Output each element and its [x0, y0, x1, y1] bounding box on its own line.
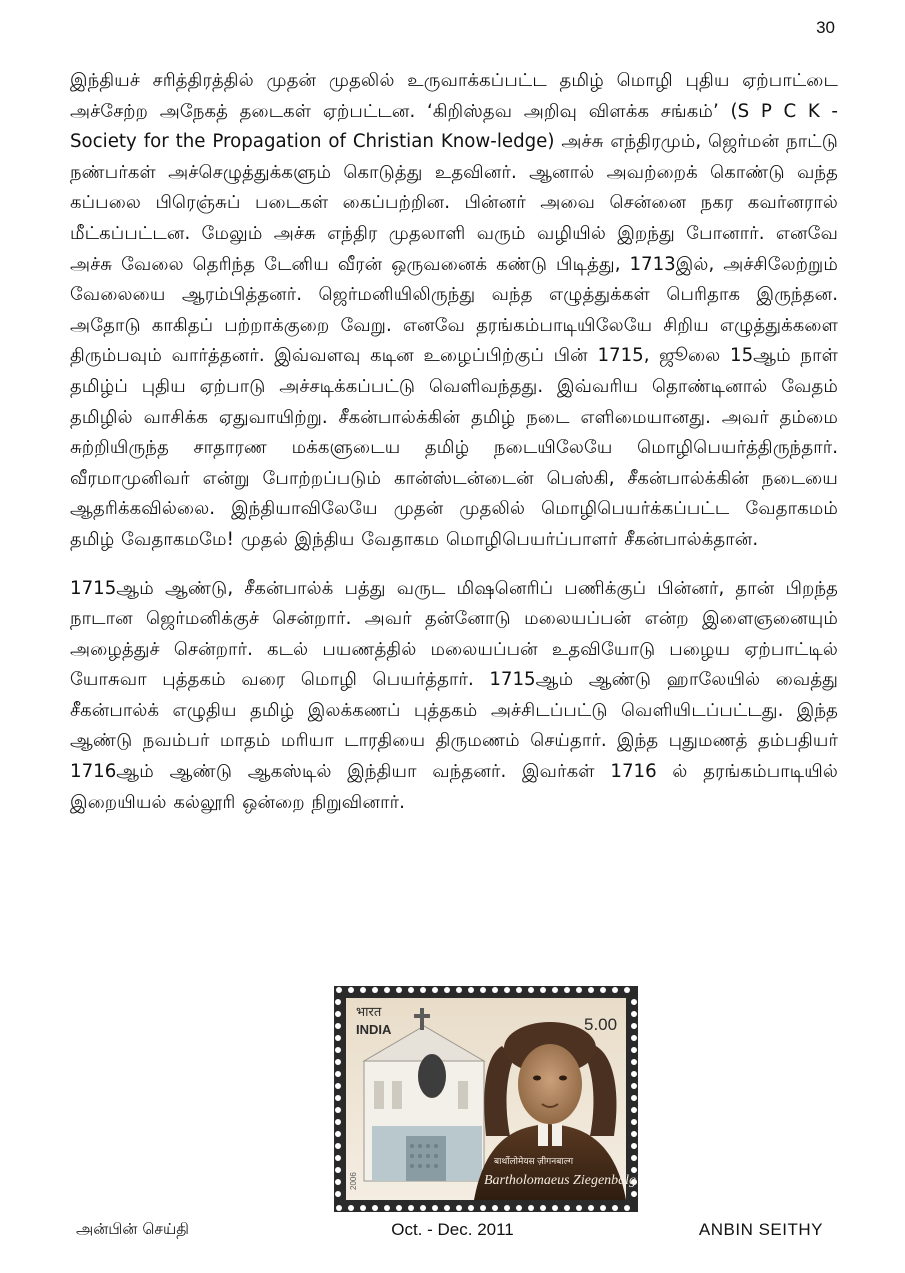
paragraph-1: இந்தியச் சரித்திரத்தில் முதன் முதலில் உருவாக்கப்பட்ட தமிழ் மொழி புதிய ஏற்பாட்டை அச்சேற்ற அநேகத் தடைகள் ஏற்பட்டன. ‘கிறிஸ்தவ அறிவு விளக்க சங்கம்’ (S P C K - Society for the Propagation of Christian Know-ledge) அச்சு எந்திரமும், ஜெர்மன் நாட்டு நண்பர்கள் அச்செழுத்துக்களும் கொடுத்து உதவினர். ஆனால் அவற்றைக் கொண்டு வந்த கப்பலை பிரெஞ்சுப் படைகள் கைப்பற்றின. பின்னர் அவை சென்னை நகர கவர்னரால் மீட்கப்பட்டன. மேலும் அச்சு எந்திர முதலாளி வரும் வழியில் இறந்து போனார். எனவே அச்சு வேலை தெரிந்த டேனிய வீரன் ஒருவனைக் கண்டு பிடித்து, 1713இல், அச்சிலேற்றும் வேலையை ஆரம்பித்தனர். ஜெர்மனியிலிருந்து வந்த எழுத்துக்கள் பெரிதாக இருந்தன. அதோடு காகிதப் பற்றாக்குறை வேறு. எனவே தரங்கம்பாடியிலேயே சிறிய எழுத்துக்களை திரும்பவும் வார்த்தனர். இவ்வளவு கடின உழைப்பிற்குப் பின் 1715, ஜூலை 15ஆம் நாள் தமிழ்ப் புதிய ஏற்பாடு அச்சடிக்கப்பட்டு வெளிவந்தது. இவ்வரிய தொண்டினால் வேதம் தமிழில் வாசிக்க ஏதுவாயிற்று. சீகன்பால்க்கின் தமிழ் நடை எளிமையானது. அவர் தம்மை சுற்றியிருந்த சாதாரண மக்களுடைய தமிழ் நடையிலேயே மொழிபெயர்த்திருந்தார். வீரமாமுனிவர் என்று போற்றப்படும் கான்ஸ்டன்டைன் பெஸ்கி, சீகன்பால்க்கின் நடையை ஆதரிக்கவில்லை. இந்தியாவிலேயே முதன் முதலில் மொழிபெயர்க்கப்பட்ட வேதாகமம் தமிழ் வேதாகமமே! முதல் இந்திய வேதாகம மொழிபெயர்ப்பாளர் சீகன்பால்க்தான்.	[70, 70, 838, 550]
stamp-country-hindi: भारत	[356, 1004, 382, 1019]
stamp-caption-hindi: बार्थोलोमेयस ज़ीगनबाल्ग	[494, 1156, 574, 1166]
article-body	[70, 66, 838, 836]
stamp-caption: Bartholomaeus Ziegenbalg	[484, 1173, 637, 1188]
paragraph-2: 1715ஆம் ஆண்டு, சீகன்பால்க் பத்து வருட மிஷனெரிப் பணிக்குப் பின்னர், தான் பிறந்த நாடான ஜெர்மனிக்குச் சென்றார். அவர் தன்னோடு மலையப்பன் என்ற இளைஞனையும் அழைத்துச் சென்றார். கடல் பயணத்தில் மலையப்பன் உதவியோடு பழைய ஏற்பாட்டில் யோசுவா புத்தகம் வரை மொழி பெயர்த்தார். 1715ஆம் ஆண்டு ஹாலேயில் வைத்து சீகன்பால்க் எழுதிய தமிழ் இலக்கணப் புத்தகம் அச்சிடப்பட்டு வெளியிடப்பட்டது. இந்த ஆண்டு நவம்பர் மாதம் மரியா டாரதியை திருமணம் செய்தார். இந்த புதுமணத் தம்பதியர் 1716ஆம் ஆண்டு ஆகஸ்டில் இந்தியா வந்தனர். இவர்கள் 1716 ல் தரங்கம்பாடியில் இறையியல் கல்லூரி ஒன்றை நிறுவினார்.	[70, 577, 838, 813]
footer-magazine-tamil: அன்பின் செய்தி	[76, 1220, 189, 1238]
page-number: 30	[816, 18, 835, 37]
stamp-country: INDIA	[356, 1022, 392, 1037]
footer-issue-date: Oct. - Dec. 2011	[391, 1220, 514, 1239]
postage-stamp-image	[334, 986, 638, 1212]
footer-magazine-name: ANBIN SEITHY	[698, 1220, 823, 1239]
stamp-value: 5.00	[584, 1015, 618, 1034]
stamp-year: 2006	[349, 1172, 358, 1190]
